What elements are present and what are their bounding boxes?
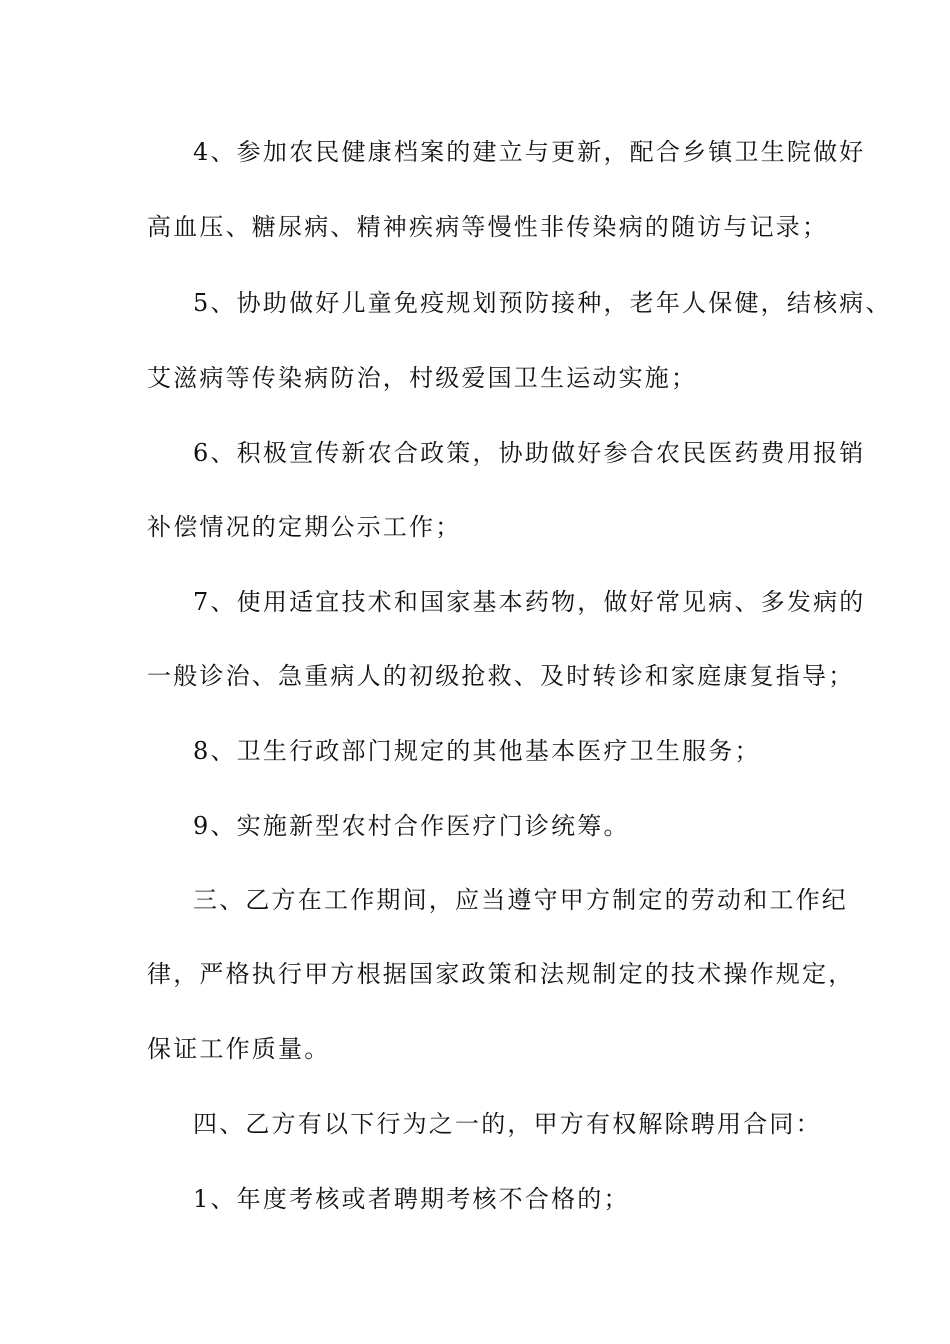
paragraph-line: 6、积极宣传新农合政策，协助做好参合农民医药费用报销 xyxy=(193,439,866,467)
paragraph-line: 7、使用适宜技术和国家基本药物，做好常见病、多发病的 xyxy=(193,588,866,616)
paragraph-line: 高血压、糖尿病、精神疾病等慢性非传染病的随访与记录； xyxy=(147,213,829,241)
paragraph-line: 补偿情况的定期公示工作； xyxy=(147,513,462,541)
paragraph-line: 4、参加农民健康档案的建立与更新，配合乡镇卫生院做好 xyxy=(193,138,866,166)
paragraph-line: 8、卫生行政部门规定的其他基本医疗卫生服务； xyxy=(193,737,761,765)
paragraph-line: 律，严格执行甲方根据国家政策和法规制定的技术操作规定， xyxy=(147,960,855,988)
paragraph-line: 艾滋病等传染病防治，村级爱国卫生运动实施； xyxy=(147,364,698,392)
paragraph-line: 四、乙方有以下行为之一的，甲方有权解除聘用合同： xyxy=(193,1110,822,1138)
paragraph-line: 5、协助做好儿童免疫规划预防接种，老年人保健，结核病、 xyxy=(193,289,892,317)
paragraph-line: 保证工作质量。 xyxy=(147,1035,331,1063)
paragraph-line: 9、实施新型农村合作医疗门诊统筹。 xyxy=(193,812,630,840)
paragraph-line: 一般诊治、急重病人的初级抢救、及时转诊和家庭康复指导； xyxy=(147,662,855,690)
paragraph-line: 三、乙方在工作期间，应当遵守甲方制定的劳动和工作纪 xyxy=(193,886,848,914)
paragraph-line: 1、年度考核或者聘期考核不合格的； xyxy=(193,1185,630,1213)
